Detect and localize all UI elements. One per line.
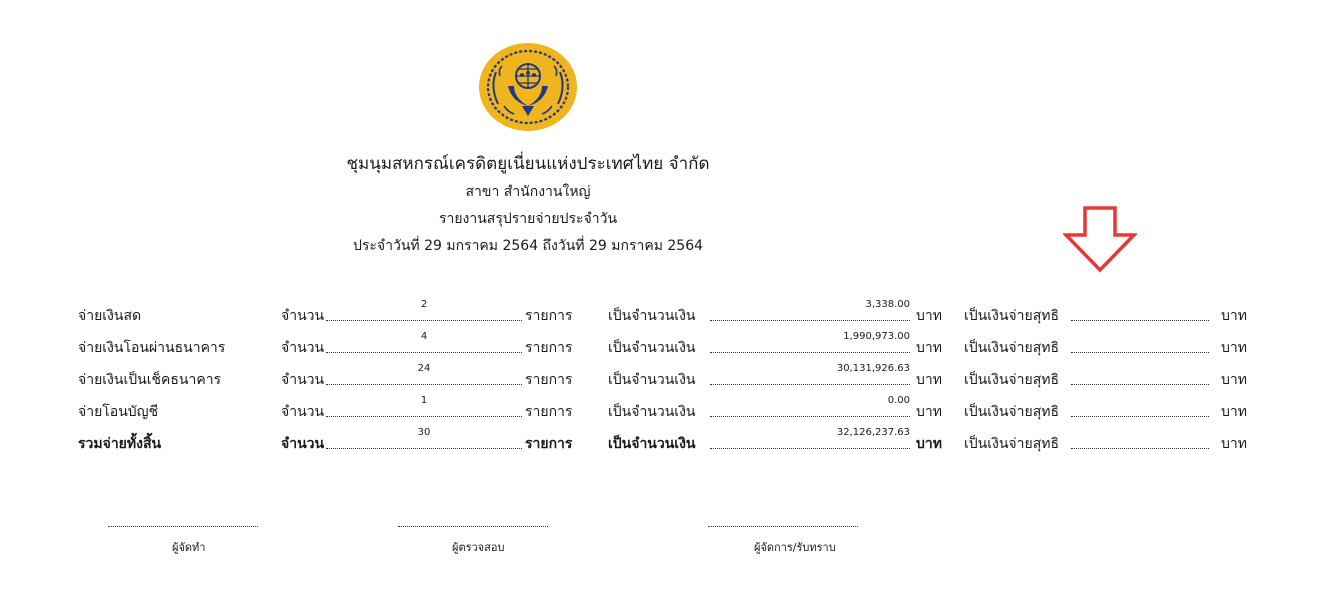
baht-label: บาท: [916, 340, 942, 356]
count-label: จำนวน: [281, 340, 325, 356]
amount-value: 0.00: [887, 395, 910, 406]
amount-label: เป็นจำนวนเงิน: [608, 436, 696, 452]
baht-label: บาท: [1221, 340, 1247, 356]
report-date-range: ประจำวันที่ 29 มกราคม 2564 ถึงวันที่ 29 มกราคม 2564: [352, 238, 704, 254]
net-payment-label: เป็นเงินจ่ายสุทธิ: [964, 404, 1060, 420]
net-payment-blank: [1071, 448, 1209, 449]
amount-label: เป็นจำนวนเงิน: [608, 308, 696, 324]
baht-label: บาท: [916, 404, 942, 420]
net-payment-label: เป็นเงินจ่ายสุทธิ: [964, 372, 1060, 388]
dotted-line: [710, 416, 910, 417]
total-amount-value: 32,126,237.63: [836, 427, 910, 438]
dotted-line: [326, 320, 522, 321]
row-label: จ่ายเงินโอนผ่านธนาคาร: [78, 340, 226, 356]
signature-line-preparer: [108, 526, 258, 527]
dotted-line: [710, 448, 910, 449]
items-label: รายการ: [525, 308, 573, 324]
net-payment-blank: [1071, 416, 1209, 417]
count-label: จำนวน: [281, 372, 325, 388]
net-payment-label: เป็นเงินจ่ายสุทธิ: [964, 340, 1060, 356]
table-row: [0, 331, 1319, 359]
count-label: จำนวน: [281, 436, 325, 452]
count-label: จำนวน: [281, 404, 325, 420]
items-label: รายการ: [525, 436, 573, 452]
amount-value: 30,131,926.63: [836, 363, 910, 374]
baht-label: บาท: [916, 372, 942, 388]
table-row: [0, 395, 1319, 423]
dotted-line: [710, 320, 910, 321]
baht-label: บาท: [1221, 436, 1247, 452]
net-payment-label: เป็นเงินจ่ายสุทธิ: [964, 308, 1060, 324]
count-value: 2: [420, 299, 428, 310]
row-label: จ่ายโอนบัญชี: [78, 404, 159, 420]
amount-value: 1,990,973.00: [843, 331, 910, 342]
report-title: รายงานสรุปรายจ่ายประจำวัน: [438, 211, 618, 227]
amount-label: เป็นจำนวนเงิน: [608, 404, 696, 420]
baht-label: บาท: [1221, 308, 1247, 324]
dotted-line: [710, 384, 910, 385]
signature-label-checker: ผู้ตรวจสอบ: [452, 541, 505, 554]
count-value: 24: [417, 363, 431, 374]
total-count-value: 30: [417, 427, 431, 438]
count-value: 1: [420, 395, 428, 406]
table-row: [0, 363, 1319, 391]
signature-line-manager: [708, 526, 858, 527]
organization-logo: [478, 42, 578, 132]
dotted-line: [326, 416, 522, 417]
items-label: รายการ: [525, 340, 573, 356]
organization-name: ชุมนุมสหกรณ์เครดิตยูเนี่ยนแห่งประเทศไทย จำกัด: [346, 154, 710, 174]
items-label: รายการ: [525, 404, 573, 420]
count-label: จำนวน: [281, 308, 325, 324]
table-row: [0, 299, 1319, 327]
total-label: รวมจ่ายทั้งสิ้น: [78, 436, 162, 452]
dotted-line: [326, 448, 522, 449]
amount-value: 3,338.00: [865, 299, 910, 310]
net-payment-blank: [1071, 320, 1209, 321]
signature-label-manager: ผู้จัดการ/รับทราบ: [754, 541, 836, 554]
dotted-line: [326, 384, 522, 385]
items-label: รายการ: [525, 372, 573, 388]
row-label: จ่ายเงินสด: [78, 308, 142, 324]
baht-label: บาท: [916, 436, 942, 452]
row-label: จ่ายเงินเป็นเช็คธนาคาร: [78, 372, 222, 388]
signature-label-preparer: ผู้จัดทำ: [172, 541, 206, 554]
baht-label: บาท: [1221, 372, 1247, 388]
down-arrow-icon: [1063, 205, 1137, 273]
net-payment-label: เป็นเงินจ่ายสุทธิ: [964, 436, 1060, 452]
dotted-line: [326, 352, 522, 353]
signature-line-checker: [398, 526, 548, 527]
amount-label: เป็นจำนวนเงิน: [608, 372, 696, 388]
net-payment-blank: [1071, 384, 1209, 385]
net-payment-blank: [1071, 352, 1209, 353]
amount-label: เป็นจำนวนเงิน: [608, 340, 696, 356]
dotted-line: [710, 352, 910, 353]
baht-label: บาท: [916, 308, 942, 324]
branch-name: สาขา สำนักงานใหญ่: [465, 184, 591, 200]
total-row: [0, 427, 1319, 455]
count-value: 4: [420, 331, 428, 342]
baht-label: บาท: [1221, 404, 1247, 420]
